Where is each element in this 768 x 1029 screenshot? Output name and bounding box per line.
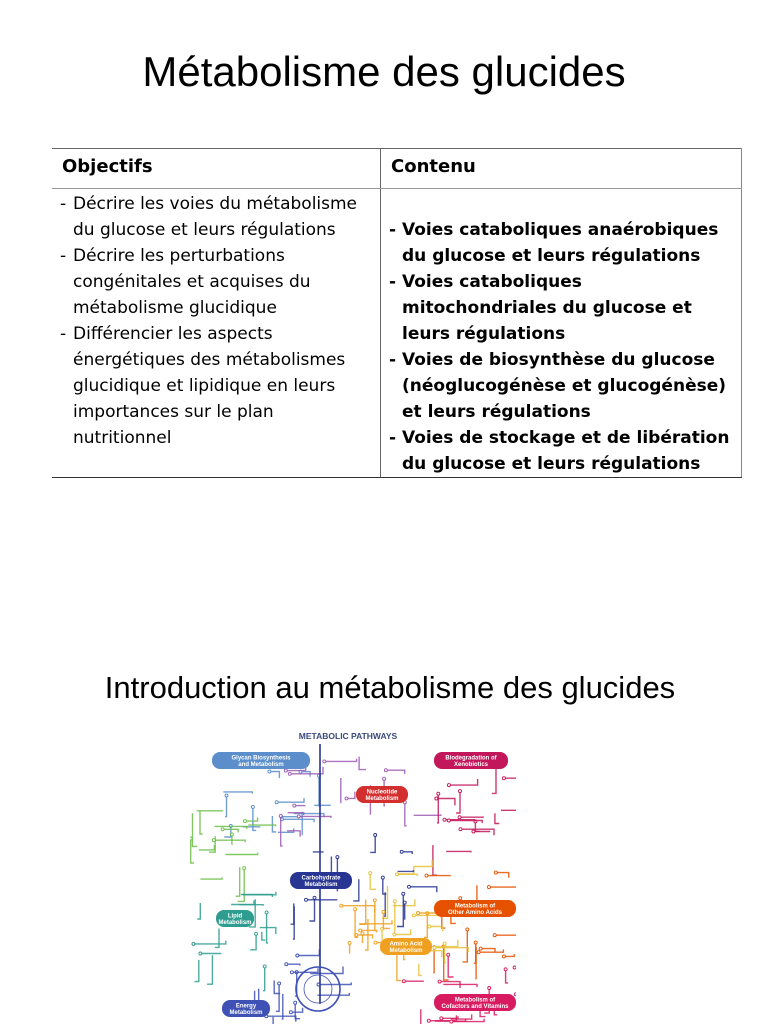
pathway-line <box>448 955 453 977</box>
pathway-line <box>356 935 373 939</box>
pathway-line <box>200 877 222 879</box>
pathway-line <box>297 949 319 955</box>
pathway-node <box>373 899 376 902</box>
pathway-node <box>288 772 291 775</box>
pathway-line <box>223 792 252 794</box>
pathway-node <box>447 953 450 956</box>
pathway-line <box>424 913 427 937</box>
metabolic-pathways-map <box>190 724 516 1024</box>
pathway-node <box>443 818 446 821</box>
pathway-line <box>495 813 499 823</box>
pathway-node <box>427 1019 430 1022</box>
pathway-node <box>199 952 202 955</box>
pathway-line <box>473 832 489 833</box>
cofactors-label: Metabolism of <box>455 998 496 1004</box>
pathway-line <box>309 898 314 921</box>
pathway-node <box>244 820 247 823</box>
glycan-label: Glycan Biosynthesis <box>231 756 291 762</box>
figure-title: METABOLIC PATHWAYS <box>299 731 398 741</box>
pathway-line <box>276 983 279 1011</box>
pathway-line <box>446 851 471 852</box>
pathway-node <box>472 830 475 833</box>
pathway-node <box>459 828 462 831</box>
pathway-node <box>400 850 403 853</box>
other-amino-label: Other Amino Acids <box>448 910 503 916</box>
pathway-line <box>262 932 266 940</box>
pathway-line <box>272 816 276 832</box>
pathway-line <box>383 878 387 895</box>
pathway-node <box>502 777 505 780</box>
table-header-row <box>52 149 742 189</box>
pathway-node <box>340 904 343 907</box>
tca-cycle <box>304 975 332 1003</box>
pathway-line <box>479 949 504 952</box>
contenu-list <box>387 217 733 477</box>
pathway-line <box>317 993 349 995</box>
contenu-cell <box>381 189 742 478</box>
pathway-line <box>495 935 516 940</box>
page-title: Métabolisme des glucides <box>0 48 768 96</box>
pathway-node <box>502 955 505 958</box>
pathway-line <box>263 966 265 990</box>
pathway-node <box>255 932 258 935</box>
pathway-line <box>195 960 199 982</box>
list-item: - Voies cataboliques anaérobiques du glucose et leurs régulations <box>387 217 733 269</box>
pathway-line <box>414 814 441 815</box>
pathway-node <box>293 804 296 807</box>
pathway-line <box>207 955 212 984</box>
pathway-node <box>443 942 446 945</box>
pathway-node <box>435 797 438 800</box>
pathway-line <box>397 951 401 981</box>
list-item: - Voies cataboliques mitochondriales du glucose et leurs régulations <box>387 269 733 347</box>
pathway-node <box>192 942 195 945</box>
glycan-label: and Metabolism <box>238 762 283 768</box>
lipid-label: Metabolism <box>218 920 251 926</box>
pathway-line <box>199 845 215 850</box>
pathway-node <box>374 834 377 837</box>
pathway-line <box>489 887 516 889</box>
pathway-line <box>236 867 240 896</box>
carbohydrate-label: Metabolism <box>304 882 337 888</box>
pathway-line <box>226 853 258 855</box>
pathway-node <box>382 910 385 913</box>
pathway-node <box>285 963 288 966</box>
pathway-line <box>341 906 375 913</box>
pathway-node <box>225 794 228 797</box>
pathway-line <box>200 811 203 835</box>
pathway-line <box>433 845 437 875</box>
pathway-line <box>463 929 468 962</box>
pathway-node <box>513 966 516 969</box>
amino-label: Metabolism <box>389 948 422 954</box>
carbohydrate-label: Carbohydrate <box>301 876 341 882</box>
pathway-node <box>494 871 497 874</box>
pathway-line <box>397 874 417 876</box>
cofactors-label: Cofactors and Vitamins <box>442 1004 510 1010</box>
nucleotide-label: Nucleotide <box>367 790 398 796</box>
pathway-node <box>450 1020 453 1023</box>
pathway-line <box>436 799 455 806</box>
objectifs-cell <box>52 189 381 478</box>
header-objectifs: Objectifs <box>52 149 381 189</box>
pathway-line <box>243 892 276 895</box>
pathway-node <box>268 770 271 773</box>
pathway-node <box>212 839 215 842</box>
pathway-line <box>397 894 403 927</box>
pathway-line <box>405 802 407 826</box>
pathway-line <box>193 941 225 944</box>
pathway-line <box>398 870 414 871</box>
list-item: - Voies de biosynthèse du glucose (néoglucogénèse et glucogénèse) et leurs régulations <box>387 347 733 425</box>
pathway-line <box>394 929 410 934</box>
xeno-label: Xenobiotics <box>454 762 489 768</box>
list-item: - Différencier les aspects énergétiques des métabolismes glucidique et lipidique en leurs importances sur le plan nutritionnel <box>58 321 374 451</box>
pathway-line <box>419 964 422 976</box>
pathway-node <box>354 908 357 911</box>
xeno-label: Biodegradation of <box>445 756 497 762</box>
pathway-node <box>297 815 300 818</box>
pathway-node <box>437 792 440 795</box>
pathway-node <box>438 980 441 983</box>
pathway-line <box>302 812 303 835</box>
pathway-node <box>305 898 308 901</box>
pathway-line <box>359 757 366 770</box>
pathway-node <box>230 833 233 836</box>
pathway-node <box>278 982 281 985</box>
lipid-label: Lipid <box>228 914 243 920</box>
pathway-line <box>404 981 423 982</box>
pathway-line <box>359 920 392 924</box>
pathway-line <box>319 982 352 984</box>
pathway-node <box>381 876 384 879</box>
pathway-line <box>250 991 255 1002</box>
pathway-node <box>323 760 326 763</box>
pathway-line <box>441 1016 458 1018</box>
pathway-line <box>370 873 376 889</box>
pathway-node <box>383 777 386 780</box>
pathway-node <box>265 911 268 914</box>
pathway-line <box>273 1017 276 1024</box>
pathway-node <box>466 928 469 931</box>
pathway-node <box>279 814 282 817</box>
pathway-line <box>435 948 469 953</box>
section-subtitle: Introduction au métabolisme des glucides <box>0 670 768 706</box>
pathway-line <box>418 1009 421 1024</box>
pathway-node <box>221 828 224 831</box>
pathway-node <box>243 867 246 870</box>
pathway-line <box>245 818 258 822</box>
pathway-line <box>197 903 200 919</box>
pathway-node <box>284 769 287 772</box>
pathway-line <box>250 934 256 950</box>
pathway-line <box>286 964 300 965</box>
pathway-line <box>506 969 509 983</box>
pathway-line <box>449 779 478 785</box>
pathway-node <box>336 856 339 859</box>
pathway-node <box>348 941 351 944</box>
pathway-node <box>345 797 348 800</box>
pathway-node <box>417 912 420 915</box>
pathway-line <box>383 912 390 929</box>
pathway-line <box>456 791 460 813</box>
pathway-node <box>374 941 377 944</box>
list-item: - Décrire les perturbations congénitales et acquises du métabolisme glucidique <box>58 243 374 321</box>
pathway-line <box>313 852 323 853</box>
pathway-line <box>409 887 437 893</box>
pathway-network <box>190 744 516 1024</box>
pathway-line <box>353 879 359 901</box>
pathway-node <box>428 925 431 928</box>
pathway-line <box>306 899 337 900</box>
pathway-line <box>214 840 245 842</box>
list-item: - Décrire les voies du métabolisme du glucose et leurs régulations <box>58 191 374 243</box>
pathway-node <box>313 896 316 899</box>
pathway-line <box>282 819 314 822</box>
pathway-node <box>393 900 396 903</box>
pathway-labels <box>212 752 516 1017</box>
pathway-node <box>447 784 450 787</box>
pathway-line <box>266 1016 296 1022</box>
pathway-line <box>474 943 476 964</box>
objectives-table <box>52 148 742 478</box>
pathway-line <box>277 798 304 802</box>
pathway-node <box>477 951 480 954</box>
pathway-node <box>459 897 462 900</box>
energy-label: Energy <box>236 1004 257 1010</box>
pathway-node <box>296 954 299 957</box>
pathway-node <box>514 993 516 996</box>
pathway-node <box>290 971 293 974</box>
pathway-node <box>504 968 507 971</box>
nucleotide-label: Metabolism <box>365 796 398 802</box>
pathway-line <box>193 813 198 846</box>
pathway-node <box>459 790 462 793</box>
pathway-node <box>275 801 278 804</box>
pathway-node <box>440 1017 443 1020</box>
pathway-node <box>263 965 266 968</box>
pathway-node <box>359 929 362 932</box>
pathway-node <box>251 805 254 808</box>
pathway-node <box>393 933 396 936</box>
pathway-line <box>314 805 330 806</box>
pathway-node <box>384 769 387 772</box>
energy-label: Metabolism <box>229 1010 262 1016</box>
pathway-node <box>361 932 364 935</box>
pathway-node <box>493 934 496 937</box>
pathway-node <box>402 892 405 895</box>
pathway-node <box>447 819 450 822</box>
pathway-line <box>225 796 226 817</box>
pathway-line <box>496 873 509 878</box>
pathway-line <box>282 994 283 1019</box>
pathway-node <box>433 946 436 949</box>
pathway-line <box>355 909 358 937</box>
other-amino-label: Metabolism of <box>455 904 496 910</box>
metabolic-pathways-figure <box>190 724 516 1024</box>
pathway-line <box>340 778 341 803</box>
pathway-node <box>458 816 461 819</box>
pathway-node <box>425 874 428 877</box>
pathway-node <box>412 914 415 917</box>
pathway-node <box>487 886 490 889</box>
pathway-line <box>370 835 375 852</box>
pathway-line <box>360 900 366 925</box>
pathway-node <box>474 941 477 944</box>
table-row <box>52 189 742 478</box>
pathway-node <box>479 947 482 950</box>
pathway-line <box>324 759 356 762</box>
pathway-line <box>386 770 405 774</box>
pathway-line <box>404 903 405 919</box>
pathway-node <box>408 885 411 888</box>
pathway-node <box>488 987 491 990</box>
pathway-line <box>291 903 294 924</box>
pathway-node <box>402 980 405 983</box>
header-contenu: Contenu <box>381 149 742 189</box>
pathway-node <box>396 873 399 876</box>
pathway-node <box>294 1001 297 1004</box>
amino-label: Amino Acid <box>389 942 422 948</box>
pathway-line <box>299 816 331 818</box>
pathway-node <box>190 837 192 840</box>
pathway-node <box>369 872 372 875</box>
pathway-line <box>413 860 432 866</box>
pathway-node <box>289 1011 292 1014</box>
pathway-line <box>429 927 442 932</box>
list-item: - Voies de stockage et de libération du glucose et leurs régulations <box>387 425 733 477</box>
objectifs-list <box>58 191 374 451</box>
